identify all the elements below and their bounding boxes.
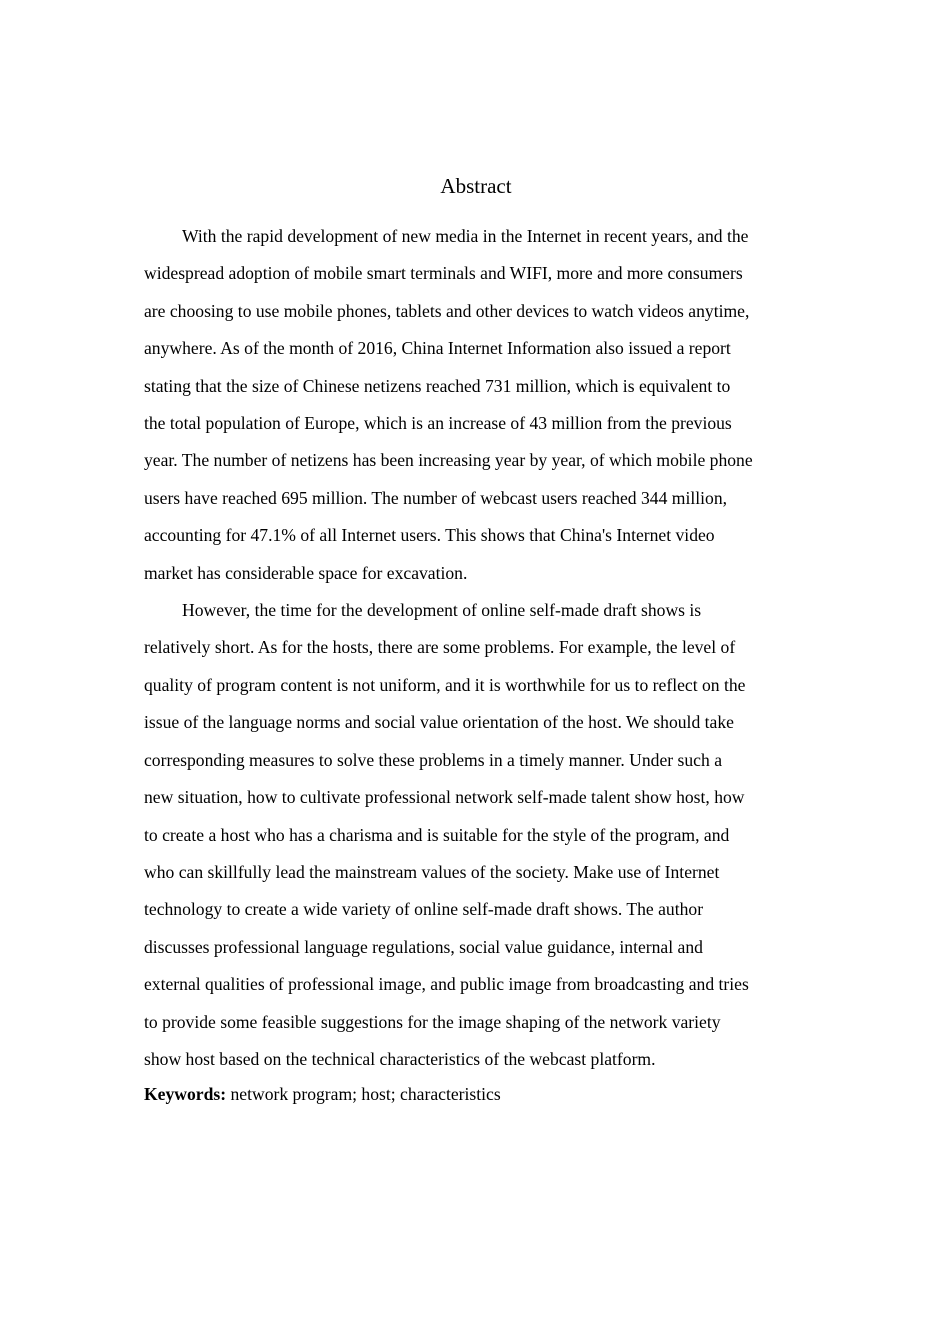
paragraph-line: to create a host who has a charisma and is suitable for the style of the program, and [144,824,730,845]
paragraph-line: accounting for 47.1% of all Internet users. This shows that China's Internet video [144,525,715,546]
paragraph-line: issue of the language norms and social value orientation of the host. We should take [144,712,734,733]
paragraph-line: users have reached 695 million. The number of webcast users reached 344 million, [144,487,728,508]
abstract-paragraph-1 [144,218,808,592]
keywords-label: Keywords: [144,1084,227,1105]
paragraph-line: quality of program content is not uniform, and it is worthwhile for us to reflect on the [144,674,746,695]
paragraph-line: are choosing to use mobile phones, tablets and other devices to watch videos anytime, [144,300,750,321]
keywords-line [144,1076,808,1113]
paragraph-line: widespread adoption of mobile smart terminals and WIFI, more and more consumers [144,263,743,284]
paragraph-line: relatively short. As for the hosts, there are some problems. For example, the level of [144,637,736,658]
paragraph-line: anywhere. As of the month of 2016, China Internet Information also issued a report [144,338,731,359]
paragraph-line: new situation, how to cultivate professional network self-made talent show host, how [144,787,745,808]
paragraph-line: year. The number of netizens has been increasing year by year, of which mobile phone [144,450,753,471]
paragraph-line: With the rapid development of new media in the Internet in recent years, and the [182,226,749,246]
paragraph-line: However, the time for the development of online self-made draft shows is [182,600,702,621]
paragraph-line: to provide some feasible suggestions for the image shaping of the network variety [144,1011,721,1032]
abstract-page [144,170,808,1114]
abstract-title: Abstract [440,174,512,198]
paragraph-line: discusses professional language regulations, social value guidance, internal and [144,936,703,957]
paragraph-line: technology to create a wide variety of online self-made draft shows. The author [144,899,704,920]
paragraph-line: external qualities of professional image, and public image from broadcasting and tries [144,974,749,995]
paragraph-line: show host based on the technical characteristics of the webcast platform. [144,1048,656,1069]
paragraph-line: the total population of Europe, which is an increase of 43 million from the previous [144,413,732,434]
abstract-paragraph-2 [144,592,808,1078]
paragraph-line: stating that the size of Chinese netizens reached 731 million, which is equivalent to [144,375,731,396]
paragraph-line: who can skillfully lead the mainstream values of the society. Make use of Internet [144,861,720,882]
paragraph-line: market has considerable space for excavation. [144,562,468,583]
paragraph-line: corresponding measures to solve these problems in a timely manner. Under such a [144,749,722,770]
keywords-text: network program; host; characteristics [226,1084,501,1105]
